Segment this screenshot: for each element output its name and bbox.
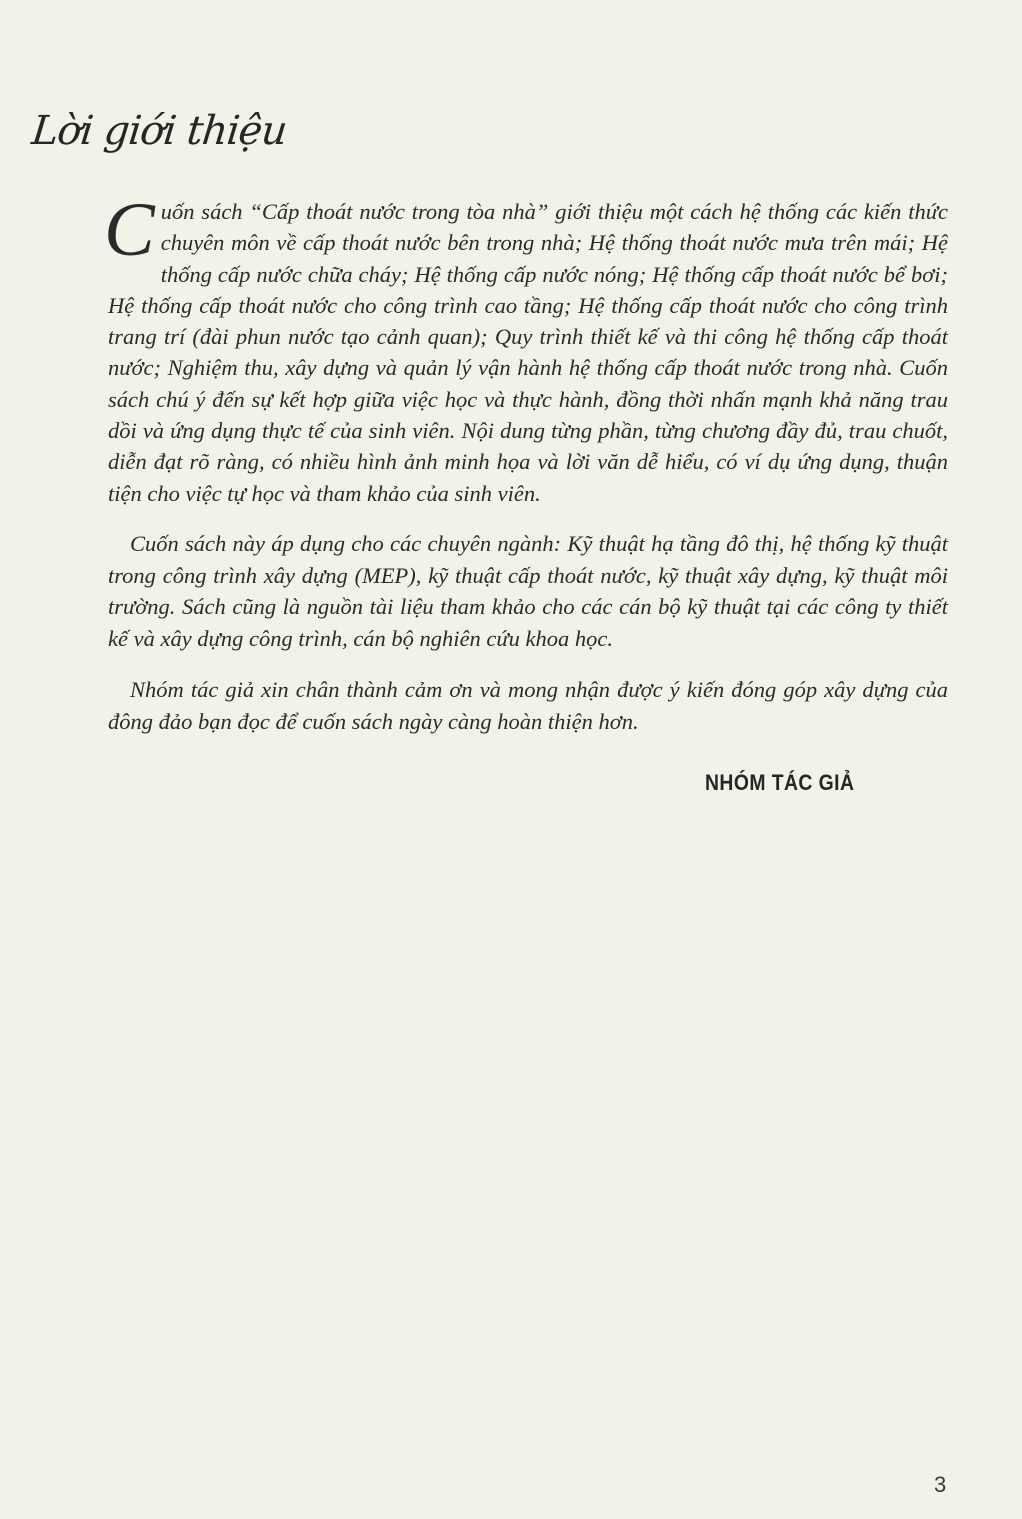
page-title: Lời giới thiệu — [29, 108, 289, 154]
page-number: 3 — [934, 1472, 947, 1497]
author-signature: NHÓM TÁC GIẢ — [705, 770, 855, 795]
intro-paragraph-1 — [104, 188, 948, 509]
intro-paragraph-1-text: uốn sách “Cấp thoát nước trong tòa nhà” giới thiệu một cách hệ thống các kiến thức chuyên môn về cấp thoát nước bên trong nhà; Hệ thống thoát nước mưa trên mái; Hệ thống cấp nước chữa cháy; Hệ thống cấp nước nóng; Hệ thống cấp thoát nước bể bơi; Hệ thống cấp thoát nước cho công trình cao tầng; Hệ thống cấp thoát nước cho công trình trang trí (đài phun nước tạo cảnh quan); Quy trình thiết kế và thi công hệ thống cấp thoát nước; Nghiệm thu, xây dựng và quản lý vận hành hệ thống cấp thoát nước trong nhà. Cuốn sách chú ý đến sự kết hợp giữa việc học và thực hành, đồng thời nhấn mạnh khả năng trau dồi và ứng dụng thực tế của sinh viên. Nội dung từng phần, từng chương đầy đủ, trau chuốt, diễn đạt rõ ràng, có nhiều hình ảnh minh họa và lời văn dễ hiểu, có ví dụ ứng dụng, thuận tiện cho việc tự học và tham khảo của sinh viên. — [108, 199, 948, 506]
intro-paragraph-2: Cuốn sách này áp dụng cho các chuyên ngành: Kỹ thuật hạ tầng đô thị, hệ thống kỹ thuật trong công trình xây dựng (MEP), kỹ thuật cấp thoát nước, kỹ thuật xây dựng, kỹ thuật môi trường. Sách cũng là nguồn tài liệu tham khảo cho các cán bộ kỹ thuật tại các công ty thiết kế và xây dựng công trình, cán bộ nghiên cứu khoa học. — [108, 531, 948, 651]
intro-paragraph-3: Nhóm tác giả xin chân thành cảm ơn và mong nhận được ý kiến đóng góp xây dựng của đông đảo bạn đọc để cuốn sách ngày càng hoàn thiện hơn. — [108, 677, 948, 734]
drop-cap: C — [104, 188, 155, 272]
